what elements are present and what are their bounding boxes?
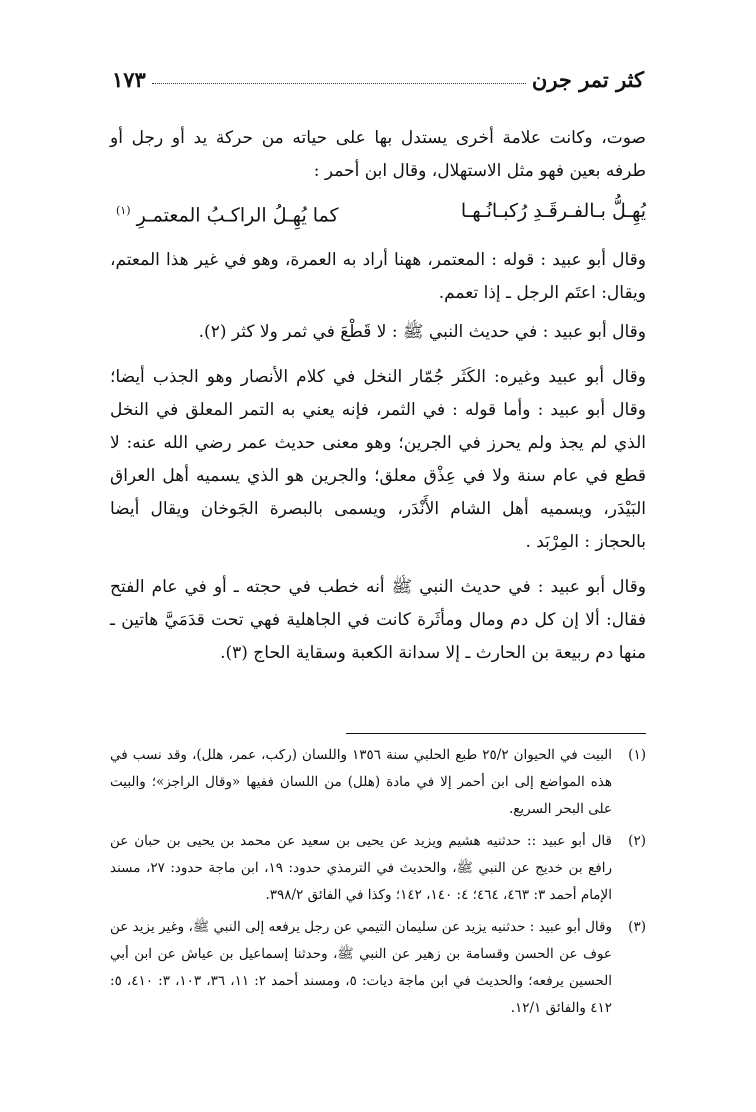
- footnote-text: البيت في الحيوان ٢٥/٢ طبع الحلبي سنة ١٣٥٦ واللسان (ركب، عمر، هلل)، وقد نسب في هذه المواضع إلى ابن أحمر إلا في مادة (هلل) من اللسان ففيها «وقال الراجز»؛ والبيت على البحر السريع.: [110, 747, 613, 817]
- verse-second-text: كما يُهِـلُ الراكـبُ المعتمـرِ: [136, 204, 339, 227]
- footnote-number: (١): [628, 747, 646, 763]
- footnote-text: قال أبو عبيد :: حدثنيه هشيم ويزيد عن يحيى بن سعيد عن محمد بن يحيى بن حبان عن رافع بن خديج عن النبي ﷺ، والحديث في الترمذي حدود: ١٩، ابن ماجة حدود: ٢٧، مسند الإمام أحمد ٣: ٤٦٣، ٤٦٤؛ ٤: ١٤٠، ١٤٢؛ وكذا في الفائق ٣٩٨/٢.: [110, 833, 612, 903]
- poetry-verse: [110, 188, 646, 238]
- footnote-text: وقال أبو عبيد : حدثنيه يزيد عن سليمان التيمي عن رجل يرفعه إلى النبي ﷺ، وغير يزيد عن عوف عن الحسن وقسامة بن زهير عن النبي ﷺ، وحدثنا إسماعيل بن عياش عن ابن أبي الحسين يرفعه؛ والحديث في ابن ماجة ديات: ٥، ومسند أحمد ٢: ١١، ٣٦، ١٠٣، ٣: ٤١٠، ٥: ٤١٢ والفائق ١٢/١.: [110, 919, 612, 1016]
- header-title: كثر تمر جرن: [531, 67, 644, 92]
- paragraph-3: وقال أبو عبيد : في حديث النبي ﷺ : لا قَطْعَ في ثمر ولا كثر (٢).: [198, 322, 646, 343]
- footnote-divider: [346, 733, 646, 734]
- footnote-1: [110, 742, 646, 823]
- footnote-2: [110, 828, 646, 909]
- verse-second-hemistich: [116, 188, 339, 238]
- main-text: [110, 122, 646, 670]
- footnote-3: [110, 914, 646, 1022]
- running-header: [112, 62, 644, 92]
- paragraph-2: وقال أبو عبيد : قوله : المعتمر، ههنا أراد به العمرة، وهو في غير هذا المعتم، ويقال: اعتَم الرجل ـ إذا تعمم.: [110, 250, 646, 304]
- footnote-number: (٢): [628, 833, 646, 849]
- paragraph-4: وقال أبو عبيد وغيره: الكَثَر جُمّار النخل في كلام الأنصار وهو الجذب أيضا؛ وقال أبو عبيد : وأما قوله : في الثمر، فإنه يعني به التمر المعلق في النخل الذي لم يجذ ولم يحرز في الجرين؛ وهو معنى حديث عمر رضي الله عنه: لا قطع في عام سنة ولا في عِذْق معلق؛ والجرين هو الذي يسميه أهل العراق البَيْدَر، ويسميه أهل الشام الأَنْدَر، ويسمى بالبصرة الجَوخان ويقال أيضا بالحجاز : المِرْبَد .: [110, 367, 646, 553]
- paragraph-1: صوت، وكانت علامة أخرى يستدل بها على حياته من حركة يد أو رجل أو طرفه بعين فهو مثل الاستهلال، وقال ابن أحمر :: [110, 128, 646, 181]
- footnote-number: (٣): [628, 919, 646, 935]
- verse-first-hemistich: يُهِـلُّ بـالفـرقَـدِ رُكبـانُـهـا: [460, 200, 646, 222]
- page-number: ١٧٣: [112, 67, 146, 92]
- paragraph-5: وقال أبو عبيد : في حديث النبي ﷺ أنه خطب في حجته ـ أو في عام الفتح فقال: ألا إن كل دم ومال ومأثَرة كانت في الجاهلية فهي تحت قدَمَيَّ هاتين ـ منها دم ربيعة بن الحارث ـ إلا سدانة الكعبة وسقاية الحاج (٣).: [110, 577, 646, 664]
- footnote-ref-1: (١): [116, 204, 131, 217]
- header-dotted-rule: [152, 83, 526, 84]
- footnotes: [110, 742, 646, 1027]
